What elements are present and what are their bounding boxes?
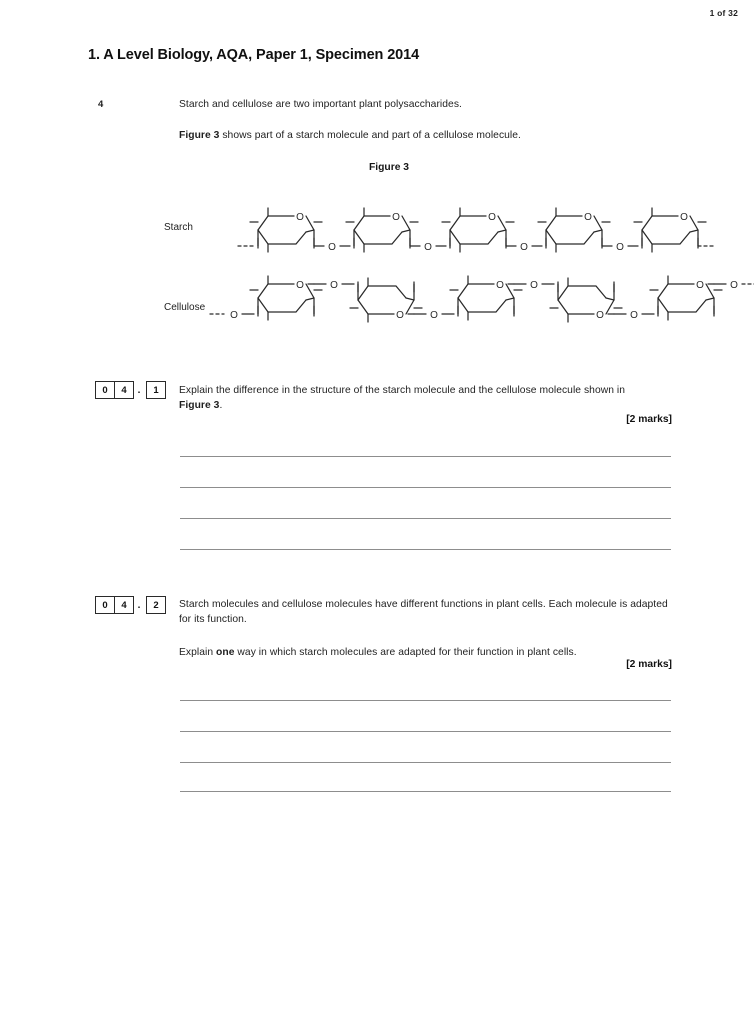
q2-one-bold: one: [216, 647, 235, 658]
qnum-digit-0: 0: [95, 381, 115, 399]
figure-3-diagram: [150, 186, 738, 336]
q1-text-before: Explain the difference in the structure of the starch molecule and the cellulose molecule shown in: [179, 385, 626, 396]
svg-text:O: O: [730, 280, 738, 291]
svg-text:O: O: [696, 280, 704, 291]
qnum-digit-0: 0: [95, 596, 115, 614]
answer-line[interactable]: [180, 731, 671, 732]
svg-text:O: O: [596, 310, 604, 321]
svg-text:O: O: [230, 310, 238, 321]
answer-line[interactable]: [180, 487, 671, 488]
question-stem-line-2: [179, 129, 649, 143]
figure-reference-rest: shows part of a starch molecule and part of a cellulose molecule.: [219, 130, 521, 141]
page-indicator: 1 of 32: [709, 8, 738, 18]
svg-text:O: O: [496, 280, 504, 291]
question-stem-line-1: Starch and cellulose are two important plant polysaccharides.: [179, 99, 462, 110]
figure-caption-text: Figure 3: [368, 162, 410, 173]
qnum-separator: .: [137, 384, 141, 396]
qnum-subdigit-1: 1: [146, 381, 166, 399]
q1-figure-bold: Figure 3: [179, 400, 220, 411]
marks-04-2: [2 marks]: [626, 659, 672, 670]
qnum-separator: .: [137, 599, 141, 611]
answer-line[interactable]: [180, 549, 671, 550]
figure-caption: [0, 162, 754, 173]
svg-text:O: O: [396, 310, 404, 321]
svg-text:O: O: [488, 212, 496, 223]
svg-text:O: O: [680, 212, 688, 223]
svg-text:O: O: [430, 310, 438, 321]
q2-text-after: way in which starch molecules are adapted for their function in plant cells.: [234, 647, 577, 658]
figure-reference-bold: Figure 3: [179, 130, 220, 141]
svg-text:O: O: [530, 280, 538, 291]
marks-04-1: [2 marks]: [626, 414, 672, 425]
svg-text:O: O: [520, 242, 528, 253]
qnum-digit-4: 4: [114, 596, 134, 614]
svg-text:O: O: [630, 310, 638, 321]
answer-line[interactable]: [180, 456, 671, 457]
q1-text-after: .: [219, 400, 223, 411]
cellulose-molecule-chain: [150, 248, 738, 398]
cellulose-row-label: Cellulose: [164, 302, 206, 313]
svg-text:O: O: [330, 280, 338, 291]
answer-line[interactable]: [180, 762, 671, 763]
qnum-digit-4: 4: [114, 381, 134, 399]
svg-text:O: O: [616, 242, 624, 253]
svg-text:O: O: [296, 212, 304, 223]
svg-text:O: O: [424, 242, 432, 253]
answer-line[interactable]: [180, 518, 671, 519]
question-margin-number: 4: [98, 99, 104, 110]
question-04-2-text-part2: [179, 645, 672, 660]
svg-text:O: O: [296, 280, 304, 291]
svg-text:O: O: [392, 212, 400, 223]
question-04-2-text: Starch molecules and cellulose molecules have different functions in plant cells. Each molecule is adapted for its function.: [179, 599, 668, 625]
svg-text:O: O: [328, 242, 336, 253]
q2-text-before: Explain: [179, 647, 217, 658]
question-04-1-text: [179, 383, 659, 413]
answer-line[interactable]: [180, 791, 671, 792]
qnum-subdigit-2: 2: [146, 596, 166, 614]
starch-row-label: Starch: [164, 222, 193, 233]
answer-line[interactable]: [180, 700, 671, 701]
question-number-04-2: [95, 596, 166, 614]
svg-text:O: O: [584, 212, 592, 223]
question-number-04-1: [95, 381, 166, 399]
page-title: 1. A Level Biology, AQA, Paper 1, Specimen 2014: [88, 47, 420, 63]
